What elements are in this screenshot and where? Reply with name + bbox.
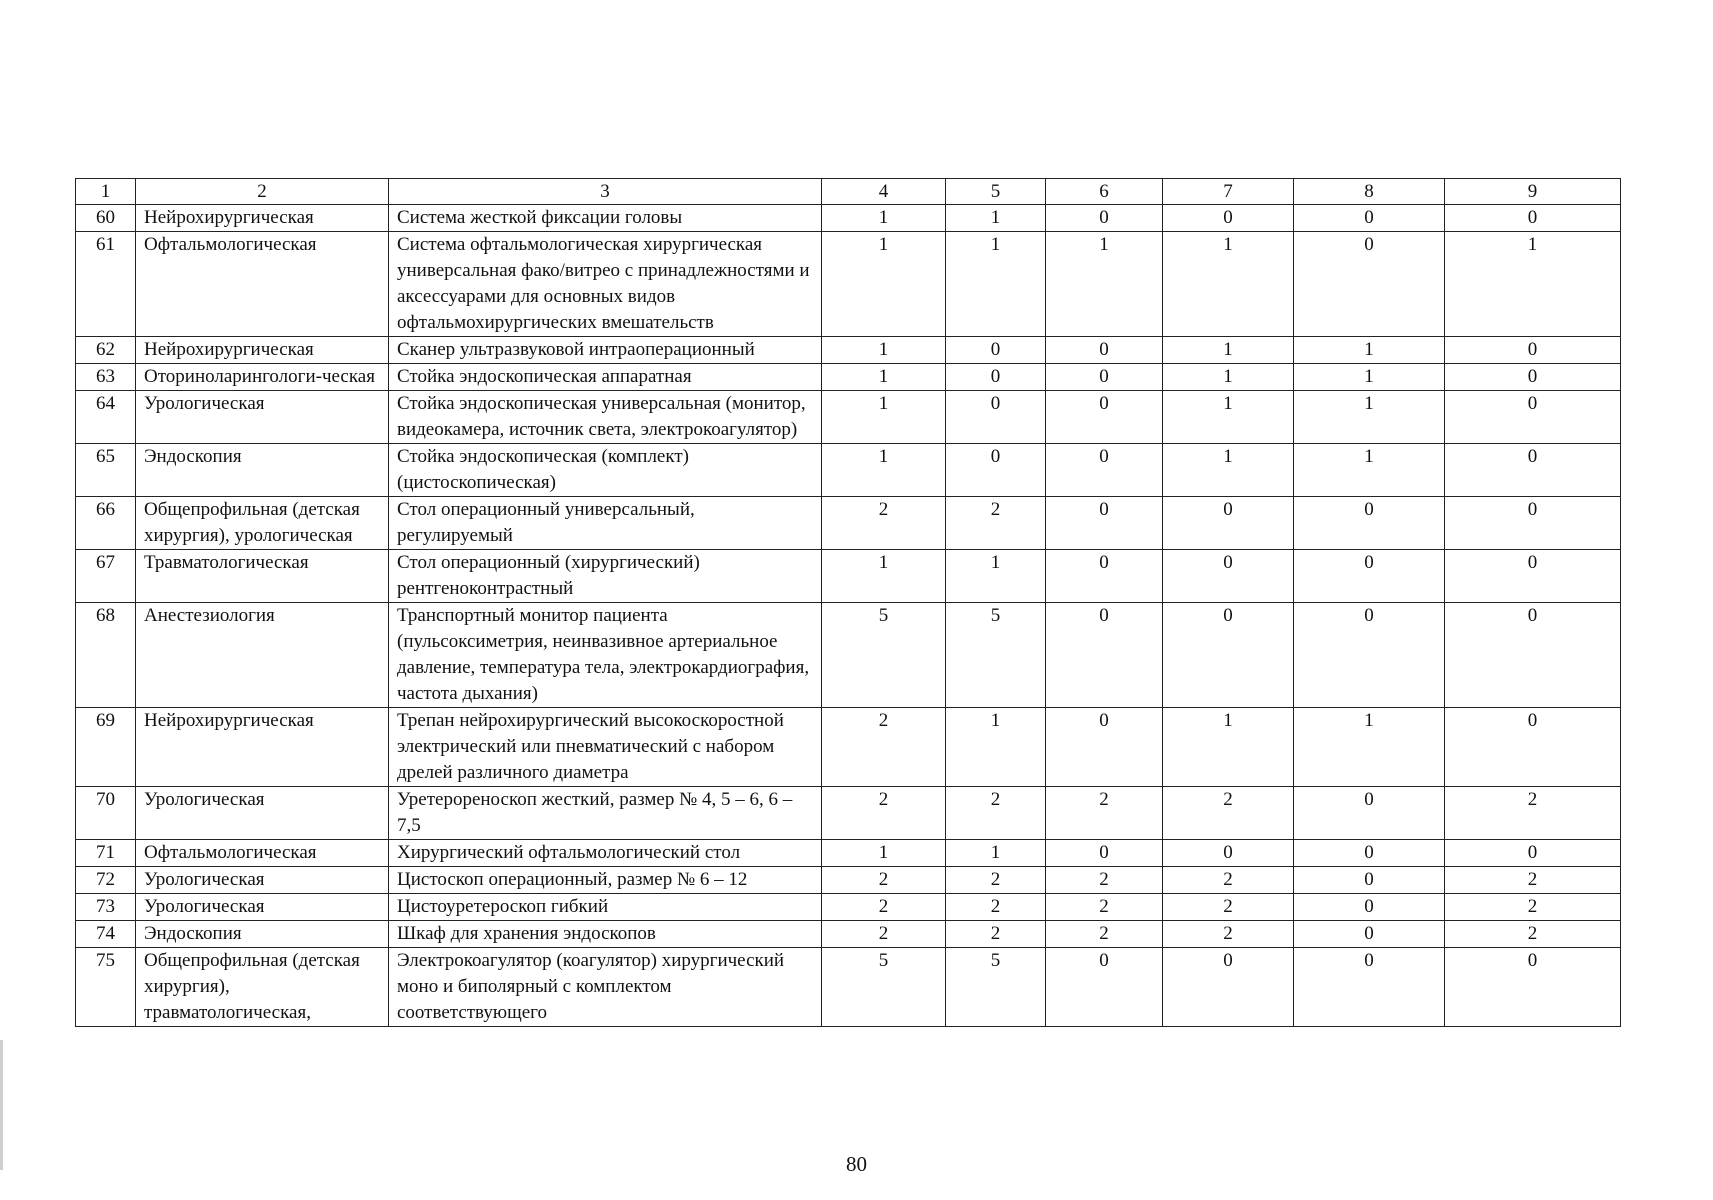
specialty-cell: Урологическая: [136, 787, 389, 840]
row-number: 65: [76, 444, 136, 497]
equipment-name-cell: Хирургический офтальмологический стол: [389, 840, 822, 867]
value-cell-8: 0: [1294, 205, 1445, 232]
value-cell-9: 0: [1445, 603, 1621, 708]
equipment-name-cell: Стол операционный (хирургический) рентгеноконтрастный: [389, 550, 822, 603]
value-cell-8: 0: [1294, 948, 1445, 1027]
value-cell-8: 0: [1294, 232, 1445, 337]
value-cell-5: 0: [946, 337, 1046, 364]
value-cell-4: 2: [822, 867, 946, 894]
value-cell-5: 1: [946, 205, 1046, 232]
equipment-name-cell: Стол операционный универсальный, регулируемый: [389, 497, 822, 550]
row-number: 63: [76, 364, 136, 391]
row-number: 60: [76, 205, 136, 232]
value-cell-8: 0: [1294, 787, 1445, 840]
table-row: [76, 497, 1621, 550]
specialty-cell: Урологическая: [136, 894, 389, 921]
value-cell-5: 0: [946, 364, 1046, 391]
value-cell-4: 2: [822, 787, 946, 840]
value-cell-7: 0: [1163, 603, 1294, 708]
value-cell-7: 0: [1163, 205, 1294, 232]
specialty-cell: Нейрохирургическая: [136, 708, 389, 787]
value-cell-6: 0: [1046, 603, 1163, 708]
table-row: [76, 364, 1621, 391]
specialty-cell: Нейрохирургическая: [136, 205, 389, 232]
row-number: 71: [76, 840, 136, 867]
value-cell-4: 1: [822, 337, 946, 364]
table-row: [76, 708, 1621, 787]
table-row: [76, 948, 1621, 1027]
header-cell: 7: [1163, 179, 1294, 205]
value-cell-4: 2: [822, 708, 946, 787]
value-cell-9: 0: [1445, 840, 1621, 867]
value-cell-4: 1: [822, 364, 946, 391]
value-cell-7: 1: [1163, 232, 1294, 337]
value-cell-5: 0: [946, 444, 1046, 497]
value-cell-6: 1: [1046, 232, 1163, 337]
table-row: [76, 337, 1621, 364]
value-cell-6: 0: [1046, 205, 1163, 232]
specialty-cell: Урологическая: [136, 391, 389, 444]
value-cell-9: 0: [1445, 948, 1621, 1027]
value-cell-8: 1: [1294, 364, 1445, 391]
value-cell-7: 1: [1163, 444, 1294, 497]
value-cell-7: 1: [1163, 708, 1294, 787]
value-cell-6: 0: [1046, 364, 1163, 391]
value-cell-4: 1: [822, 840, 946, 867]
value-cell-4: 1: [822, 205, 946, 232]
specialty-cell: Эндоскопия: [136, 444, 389, 497]
value-cell-5: 0: [946, 391, 1046, 444]
value-cell-9: 0: [1445, 497, 1621, 550]
row-number: 73: [76, 894, 136, 921]
value-cell-9: 0: [1445, 708, 1621, 787]
header-cell: 3: [389, 179, 822, 205]
header-row: [76, 179, 1621, 205]
row-number: 74: [76, 921, 136, 948]
row-number: 70: [76, 787, 136, 840]
value-cell-6: 0: [1046, 550, 1163, 603]
value-cell-7: 0: [1163, 550, 1294, 603]
value-cell-4: 5: [822, 948, 946, 1027]
header-cell: 2: [136, 179, 389, 205]
table-body: [76, 205, 1621, 1027]
value-cell-7: 2: [1163, 787, 1294, 840]
value-cell-7: 2: [1163, 867, 1294, 894]
table-row: [76, 921, 1621, 948]
value-cell-4: 2: [822, 921, 946, 948]
header-cell: 1: [76, 179, 136, 205]
value-cell-7: 1: [1163, 391, 1294, 444]
value-cell-9: 0: [1445, 550, 1621, 603]
value-cell-9: 2: [1445, 867, 1621, 894]
value-cell-5: 5: [946, 948, 1046, 1027]
equipment-name-cell: Сканер ультразвуковой интраоперационный: [389, 337, 822, 364]
row-number: 68: [76, 603, 136, 708]
value-cell-8: 0: [1294, 894, 1445, 921]
value-cell-5: 2: [946, 497, 1046, 550]
equipment-name-cell: Стойка эндоскопическая универсальная (монитор, видеокамера, источник света, электрокоагулятор): [389, 391, 822, 444]
row-number: 75: [76, 948, 136, 1027]
value-cell-5: 1: [946, 550, 1046, 603]
value-cell-5: 1: [946, 840, 1046, 867]
value-cell-8: 1: [1294, 444, 1445, 497]
row-number: 66: [76, 497, 136, 550]
value-cell-4: 1: [822, 550, 946, 603]
row-number: 64: [76, 391, 136, 444]
table-row: [76, 391, 1621, 444]
value-cell-8: 0: [1294, 840, 1445, 867]
table-row: [76, 867, 1621, 894]
header-cell: 9: [1445, 179, 1621, 205]
header-cell: 6: [1046, 179, 1163, 205]
value-cell-8: 1: [1294, 708, 1445, 787]
value-cell-6: 0: [1046, 948, 1163, 1027]
equipment-name-cell: Система офтальмологическая хирургическая универсальная фако/витрео с принадлежностями и аксессуарами для основных видов офтальмохирургических вмешательств: [389, 232, 822, 337]
specialty-cell: Урологическая: [136, 867, 389, 894]
equipment-name-cell: Шкаф для хранения эндоскопов: [389, 921, 822, 948]
row-number: 69: [76, 708, 136, 787]
value-cell-9: 0: [1445, 364, 1621, 391]
specialty-cell: Общепрофильная (детская хирургия), травматологическая,: [136, 948, 389, 1027]
equipment-name-cell: Трепан нейрохирургический высокоскоростной электрический или пневматический с набором дрелей различного диаметра: [389, 708, 822, 787]
value-cell-4: 1: [822, 444, 946, 497]
value-cell-5: 2: [946, 894, 1046, 921]
row-number: 67: [76, 550, 136, 603]
specialty-cell: Нейрохирургическая: [136, 337, 389, 364]
value-cell-4: 2: [822, 497, 946, 550]
scan-edge: [0, 1040, 3, 1170]
specialty-cell: Эндоскопия: [136, 921, 389, 948]
value-cell-5: 2: [946, 867, 1046, 894]
value-cell-7: 2: [1163, 894, 1294, 921]
row-number: 72: [76, 867, 136, 894]
specialty-cell: Анестезиология: [136, 603, 389, 708]
value-cell-8: 1: [1294, 337, 1445, 364]
value-cell-7: 1: [1163, 337, 1294, 364]
value-cell-6: 0: [1046, 444, 1163, 497]
value-cell-6: 2: [1046, 787, 1163, 840]
value-cell-6: 0: [1046, 391, 1163, 444]
table-row: [76, 205, 1621, 232]
value-cell-7: 0: [1163, 948, 1294, 1027]
value-cell-8: 0: [1294, 921, 1445, 948]
page-number: 80: [846, 1152, 867, 1176]
value-cell-6: 0: [1046, 708, 1163, 787]
value-cell-9: 2: [1445, 921, 1621, 948]
value-cell-5: 2: [946, 921, 1046, 948]
table-row: [76, 550, 1621, 603]
value-cell-5: 1: [946, 708, 1046, 787]
equipment-name-cell: Уретерореноскоп жесткий, размер № 4, 5 – 6, 6 – 7,5: [389, 787, 822, 840]
value-cell-9: 2: [1445, 894, 1621, 921]
value-cell-4: 5: [822, 603, 946, 708]
value-cell-4: 1: [822, 232, 946, 337]
equipment-name-cell: Стойка эндоскопическая (комплект) (цистоскопическая): [389, 444, 822, 497]
value-cell-9: 0: [1445, 444, 1621, 497]
specialty-cell: Травматологическая: [136, 550, 389, 603]
equipment-name-cell: Цистоуретероскоп гибкий: [389, 894, 822, 921]
value-cell-6: 2: [1046, 867, 1163, 894]
table-row: [76, 894, 1621, 921]
equipment-name-cell: Цистоскоп операционный, размер № 6 – 12: [389, 867, 822, 894]
value-cell-7: 0: [1163, 497, 1294, 550]
specialty-cell: Офтальмологическая: [136, 232, 389, 337]
value-cell-8: 1: [1294, 391, 1445, 444]
value-cell-8: 0: [1294, 867, 1445, 894]
value-cell-5: 5: [946, 603, 1046, 708]
value-cell-9: 0: [1445, 391, 1621, 444]
header-cell: 4: [822, 179, 946, 205]
table-row: [76, 444, 1621, 497]
value-cell-4: 1: [822, 391, 946, 444]
value-cell-5: 2: [946, 787, 1046, 840]
equipment-name-cell: Транспортный монитор пациента (пульсоксиметрия, неинвазивное артериальное давление, температура тела, электрокардиография, частота дыхания): [389, 603, 822, 708]
header-cell: 8: [1294, 179, 1445, 205]
value-cell-9: 1: [1445, 232, 1621, 337]
value-cell-8: 0: [1294, 497, 1445, 550]
value-cell-7: 1: [1163, 364, 1294, 391]
value-cell-7: 2: [1163, 921, 1294, 948]
value-cell-6: 0: [1046, 337, 1163, 364]
value-cell-6: 2: [1046, 894, 1163, 921]
value-cell-9: 0: [1445, 205, 1621, 232]
row-number: 61: [76, 232, 136, 337]
equipment-table: [75, 178, 1621, 1027]
table-row: [76, 232, 1621, 337]
value-cell-6: 0: [1046, 840, 1163, 867]
equipment-name-cell: Стойка эндоскопическая аппаратная: [389, 364, 822, 391]
value-cell-8: 0: [1294, 603, 1445, 708]
specialty-cell: Оториноларингологи-ческая: [136, 364, 389, 391]
value-cell-5: 1: [946, 232, 1046, 337]
value-cell-9: 0: [1445, 337, 1621, 364]
header-cell: 5: [946, 179, 1046, 205]
table-row: [76, 603, 1621, 708]
value-cell-6: 0: [1046, 497, 1163, 550]
equipment-name-cell: Система жесткой фиксации головы: [389, 205, 822, 232]
equipment-name-cell: Электрокоагулятор (коагулятор) хирургический моно и биполярный с комплектом соответствующего: [389, 948, 822, 1027]
value-cell-9: 2: [1445, 787, 1621, 840]
table-row: [76, 840, 1621, 867]
value-cell-4: 2: [822, 894, 946, 921]
value-cell-7: 0: [1163, 840, 1294, 867]
row-number: 62: [76, 337, 136, 364]
specialty-cell: Общепрофильная (детская хирургия), урологическая: [136, 497, 389, 550]
specialty-cell: Офтальмологическая: [136, 840, 389, 867]
value-cell-6: 2: [1046, 921, 1163, 948]
value-cell-8: 0: [1294, 550, 1445, 603]
table-row: [76, 787, 1621, 840]
